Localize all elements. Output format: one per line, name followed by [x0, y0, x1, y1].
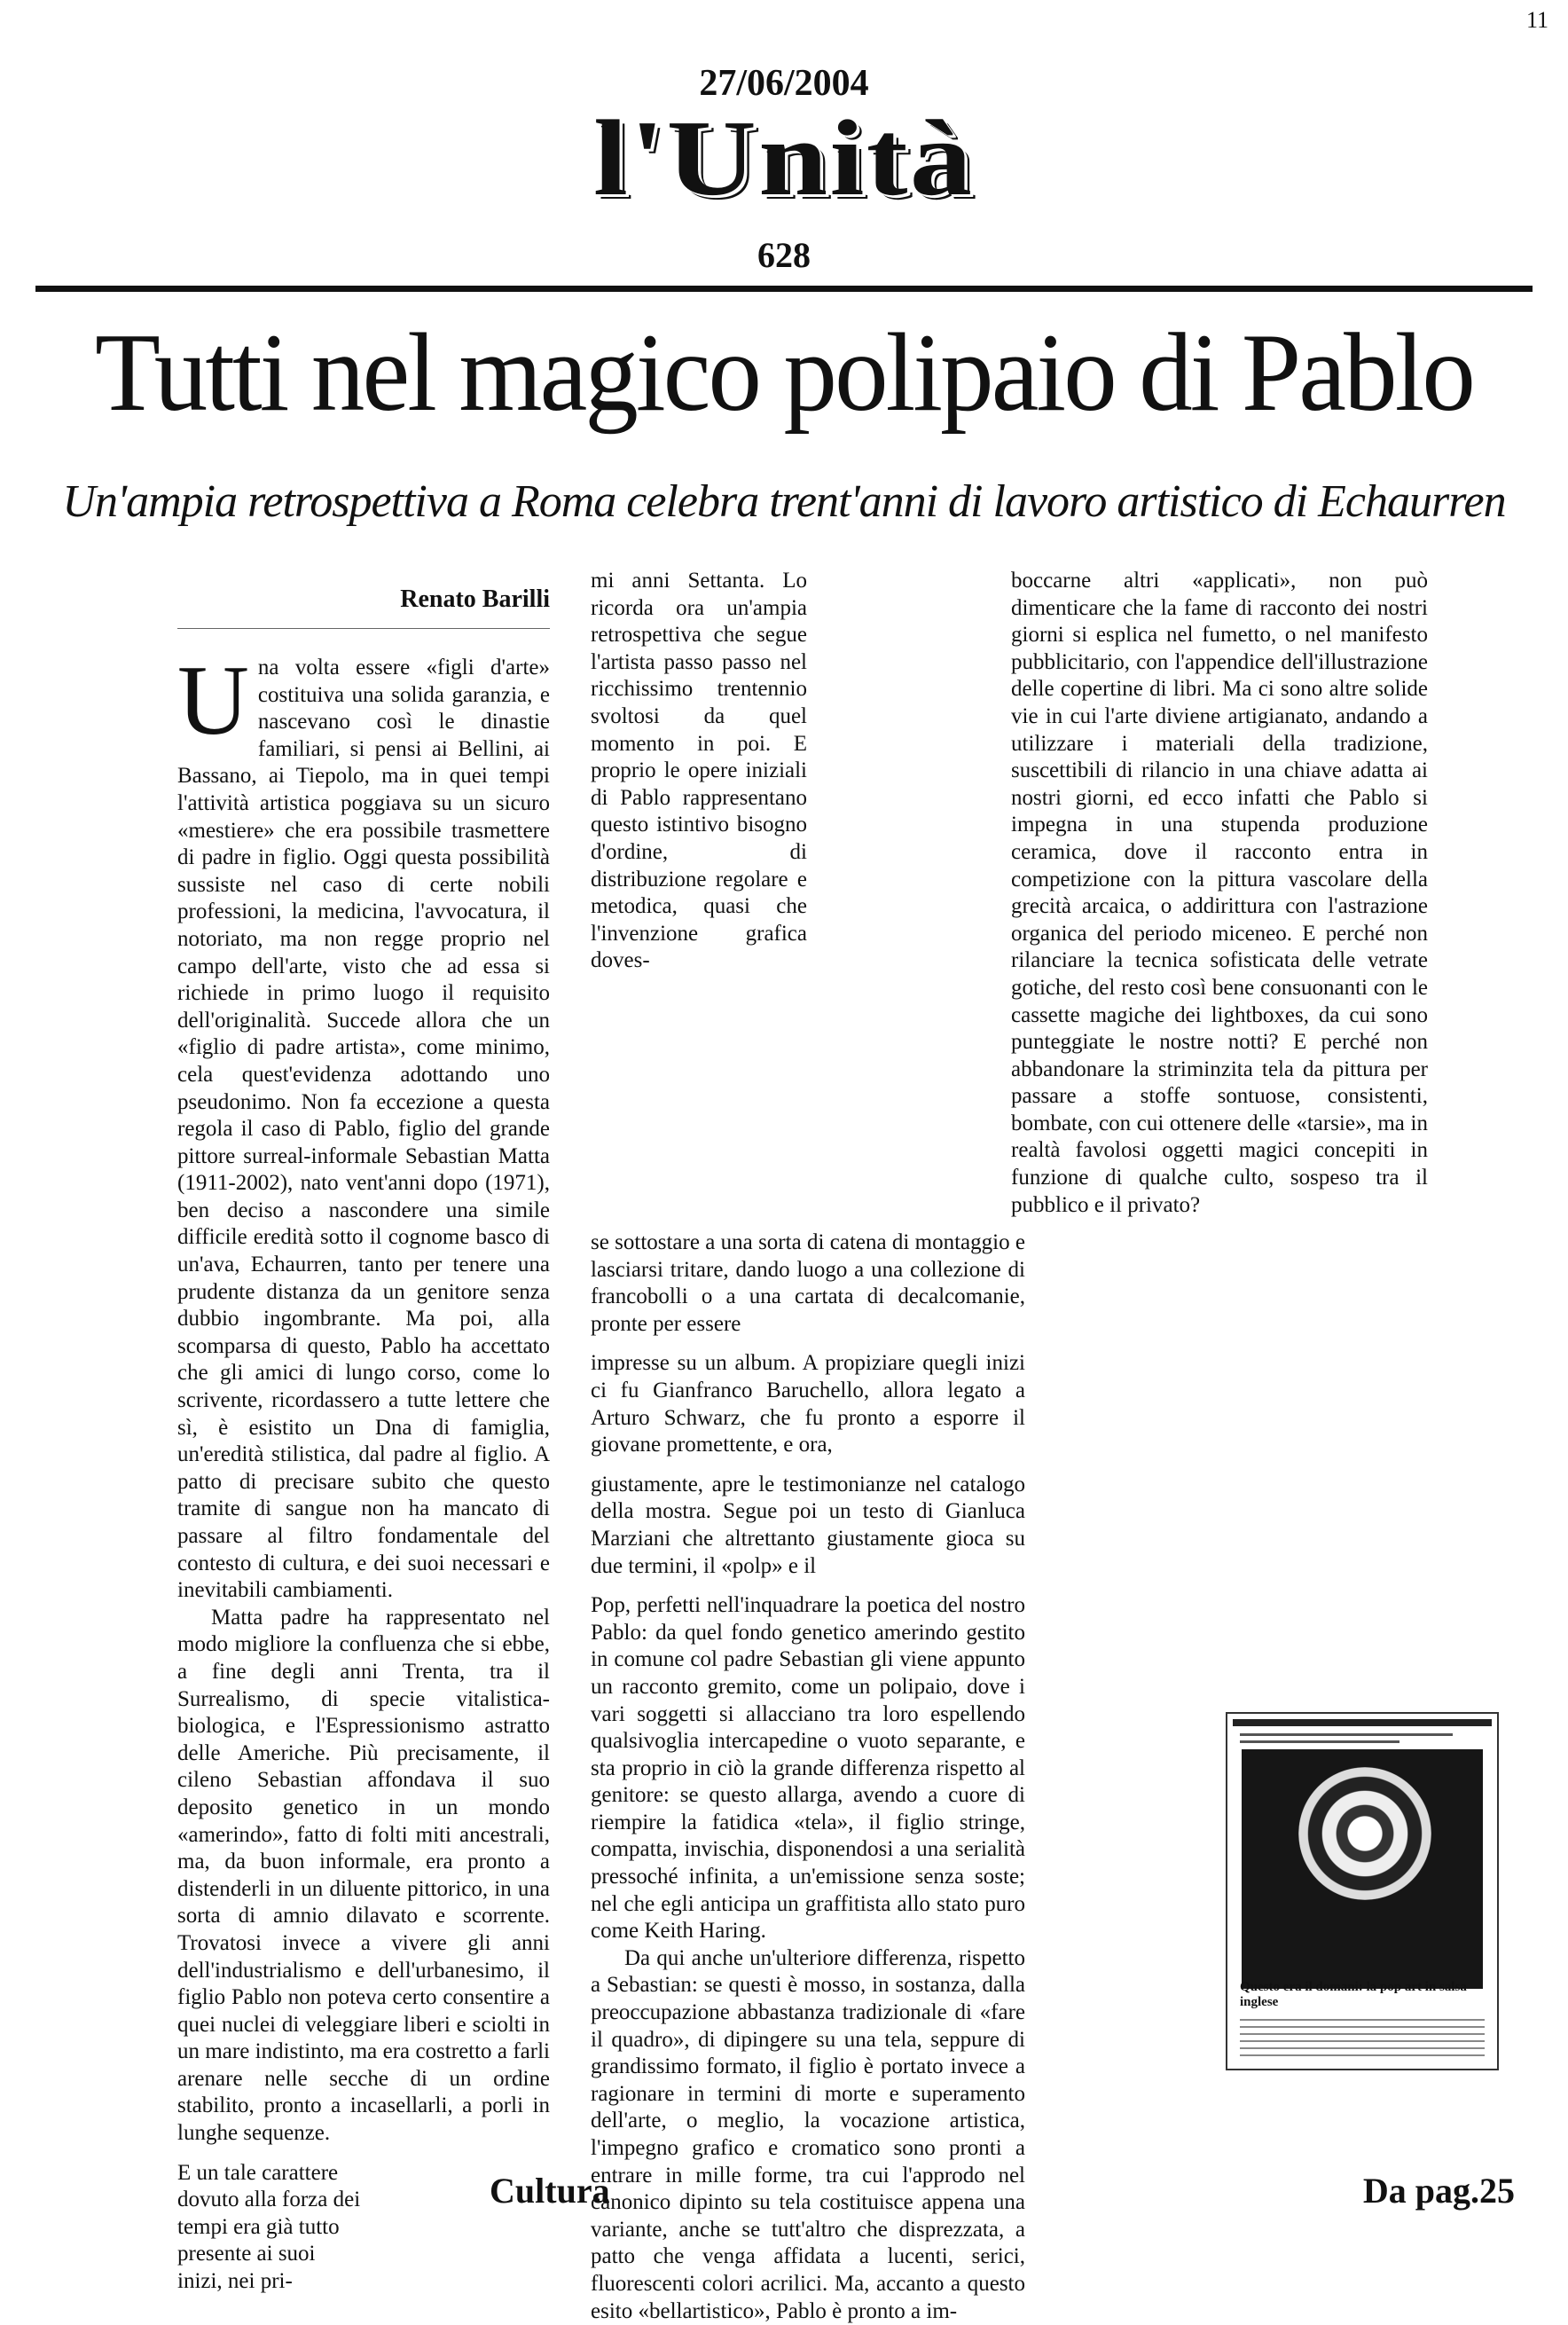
thumbnail-text-line — [1240, 2019, 1485, 2021]
article-paragraph: mi anni Settanta. Lo ricorda ora un'ampia retrospettiva che segue l'artista passo passo nel ricchissimo trentennio svoltosi da quel momento in poi. E proprio le opere iniziali di Pablo rappresentano questo istintivo bisogno d'ordine, di distribuzione regolare e metodica, quasi che l'invenzione grafica doves- — [591, 569, 807, 973]
issue-date: 27/06/2004 — [699, 63, 869, 104]
article-paragraph: Da qui anche un'ulteriore differenza, rispetto a Sebastian: se questi è mosso, in sostanza, dalla preoccupazione abbastanza tradizionale di «fare il quadro», di dipingere su una tela, seppure di grandissimo formato, il figlio è portato invece a ragionare in termini di morte e superamento dell'arte, o meglio, la vocazione artistica, l'impegno grafico e cromatico sono pronti a entrare in mille forme, tra cui l'approdo nel canonico dipinto su tela costituisce appena una variante, anche se tutt'altro che disprezzata, a patto che venga affidata a lucenti, serici, fluorescenti colori acrilici. Ma, accanto a questo esito «bellartistico», Pablo è pronto a im- — [591, 1945, 1025, 2323]
article-paragraph: Una volta essere «figli d'arte» costituiva una solida garanzia, e nascevano così le dinastie familiari, si pensi ai Bellini, ai Bassano, ai Tiepolo, ma in quei tempi l'attività artistica poggiava su un sicuro «mestiere» che era possibile trasmettere di padre in figlio. Oggi questa possibilità sussiste nel caso di certe nobili professioni, la medicina, l'avvocatura, il notoriato, ma non regge proprio nel campo dell'arte, visto che ad essa si richiede in primo luogo il requisito dell'originalità. Succede allora che un «figlio di padre artista», come minimo, cela quest'evidenza adottando uno pseudonimo. Non fa eccezione a questa regola il caso di Pablo, figlio del grande pittore surreal-informale Sebastian Matta (1911-2002), nato vent'anni dopo (1971), ben deciso a nascondere una simile difficile eredità sotto il cognome basco di un'ava, Echaurren, tanto per tenere una prudente distanza da un genitore senza dubbio ingombrante. Ma poi, alla scomparsa di questo, Pablo ha accettato che gli amici di lungo corso, come lo scrivente, ricordassero a tutte lettere che sì, è esistito un Dna di famiglia, un'eredità stilistica, dal padre al figlio. A patto di precisare subito che questo tramite di sangue non ha mancato di passare al filtro fondamentale del contesto di cultura, e dei suoi necessari e inevitabili cambiamenti. — [177, 646, 550, 1603]
thumbnail-header-bar — [1233, 1719, 1492, 1726]
thumbnail-text-line — [1240, 1733, 1453, 1736]
article-paragraph: boccarne altri «applicati», non può dimenticare che la fame di racconto dei nostri giorni si esplica nel fumetto, o nel manifesto pubblicitario, con l'appendice dell'illustrazione delle copertine di libri. Ma ci sono altre solide vie in cui l'arte diviene artigianato, andando a utilizzare i materiali della tradizione, suscettibili di rilancio in una chiave adatta ai nostri giorni, ed ecco infatti che Pablo si impegna in una stupenda produzione ceramica, dove il racconto entra in competizione con la pittura vascolare della grecità arcaica, o addirittura con l'astrazione organica del periodo miceneo. E perché non rilanciare la tecnica sofisticata delle vetrate gotiche, del resto così bene consuonanti con le cassette magiche dei lightboxes, da cui sono punteggiate le nostre notti? E perché non abbandonare la striminzita tela da pittura per passare a stoffe sontuose, consistenti, bombate, con cui ottenere delle «tarsie», ma in realtà favolosi oggetti magici concepiti in funzione di qualche culto, sospeso tra il pubblico e il privato? — [1011, 569, 1428, 1217]
article-paragraph: impresse su un album. A propiziare quegli inizi ci fu Gianfranco Baruchello, allora legato a Arturo Schwarz, che fu pronto a esporre il giovane promettente, e ora, — [591, 1351, 1025, 1457]
page-number: 11 — [1525, 7, 1548, 33]
newspaper-logo — [0, 98, 1568, 218]
thumbnail-text-line — [1240, 2026, 1485, 2028]
page-thumbnail — [1226, 1712, 1499, 2070]
article-paragraph: E un tale carattere dovuto alla forza dei tempi era già tutto presente ai suoi inizi, nei pri- — [177, 2160, 361, 2294]
thumbnail-text-line — [1240, 2047, 1485, 2049]
issue-number: 628 — [757, 235, 811, 275]
header-divider — [35, 286, 1533, 292]
thumbnail-caption: Questo era il domani: la pop art in salsa inglese — [1240, 1980, 1467, 2009]
thumbnail-artwork-image — [1298, 1767, 1431, 1900]
thumbnail-text-line — [1240, 2040, 1485, 2042]
thumbnail-text-line — [1240, 2054, 1485, 2056]
article-paragraph: se sottostare a una sorta di catena di montaggio e lasciarsi tritare, dando luogo a una collezione di francobolli o a una cartata di decalcomanie, pronte per essere — [591, 1230, 1025, 1336]
thumbnail-text-line — [1240, 2033, 1485, 2035]
source-page-label: Da pag.25 — [1362, 2171, 1515, 2211]
thumbnail-text-line — [1240, 1740, 1399, 1743]
masthead-text: l'Unità — [593, 98, 975, 218]
article-column-2-narrow — [591, 568, 807, 975]
section-label: Cultura — [490, 2171, 610, 2211]
article-subheadline: Un'ampia retrospettiva a Roma celebra trent'anni di lavoro artistico di Echaurren — [62, 476, 1506, 527]
article-column-2-wide — [591, 1229, 1025, 2325]
byline-divider — [177, 628, 550, 629]
article-column-1 — [177, 646, 550, 2296]
article-paragraph: Matta padre ha rappresentato nel modo migliore la confluenza che si ebbe, a fine degli anni Trenta, tra il Surrealismo, di specie vitalistica-biologica, e l'Espressionismo astratto delle Americhe. Più precisamente, il cileno Sebastian affondava il suo deposito genetico in un mondo «amerindo», fatto di folti miti ancestrali, ma, da buon informale, era pronto a distenderli in un diluente pittorico, in una sorta di amnio dilavato e scorrente. Trovatosi invece a vivere gli anni dell'industrialismo e dell'urbanesimo, il figlio Pablo non poteva certo consentire a quei nuclei di veleggiare liberi e sciolti in un mare indistinto, ma era costretto a farli arenare nelle secche di un ordine stabilito, pronto a incasellarli, a porli in lunghe sequenze. — [177, 1605, 550, 2146]
article-column-3 — [1011, 568, 1428, 1219]
article-paragraph: Pop, perfetti nell'inquadrare la poetica del nostro Pablo: da quel fondo genetico amerindo gestito in comune col padre Sebastian gli viene appunto un racconto gremito, come un polipaio, dove i vari soggetti si allacciano tra loro espellendo qualsivoglia intercapedine o vuoto separante, e sta proprio in ciò la grande differenza rispetto al genitore: se questo allarga, avendo a cuore di riempire la fatidica «tela», il figlio stringe, compatta, invischia, disponendosi a una serialità pressoché infinita, a un'emissione senza soste; nel che egli anticipa un graffitista allo stato puro come Keith Haring. — [591, 1593, 1025, 1944]
article-byline: Renato Barilli — [400, 585, 550, 613]
article-headline: Tutti nel magico polipaio di Pablo — [94, 311, 1474, 435]
article-paragraph: giustamente, apre le testimonianze nel catalogo della mostra. Segue poi un testo di Gianluca Marziani che altrettanto giustamente gioca su due termini, il «polp» e il — [591, 1472, 1025, 1578]
